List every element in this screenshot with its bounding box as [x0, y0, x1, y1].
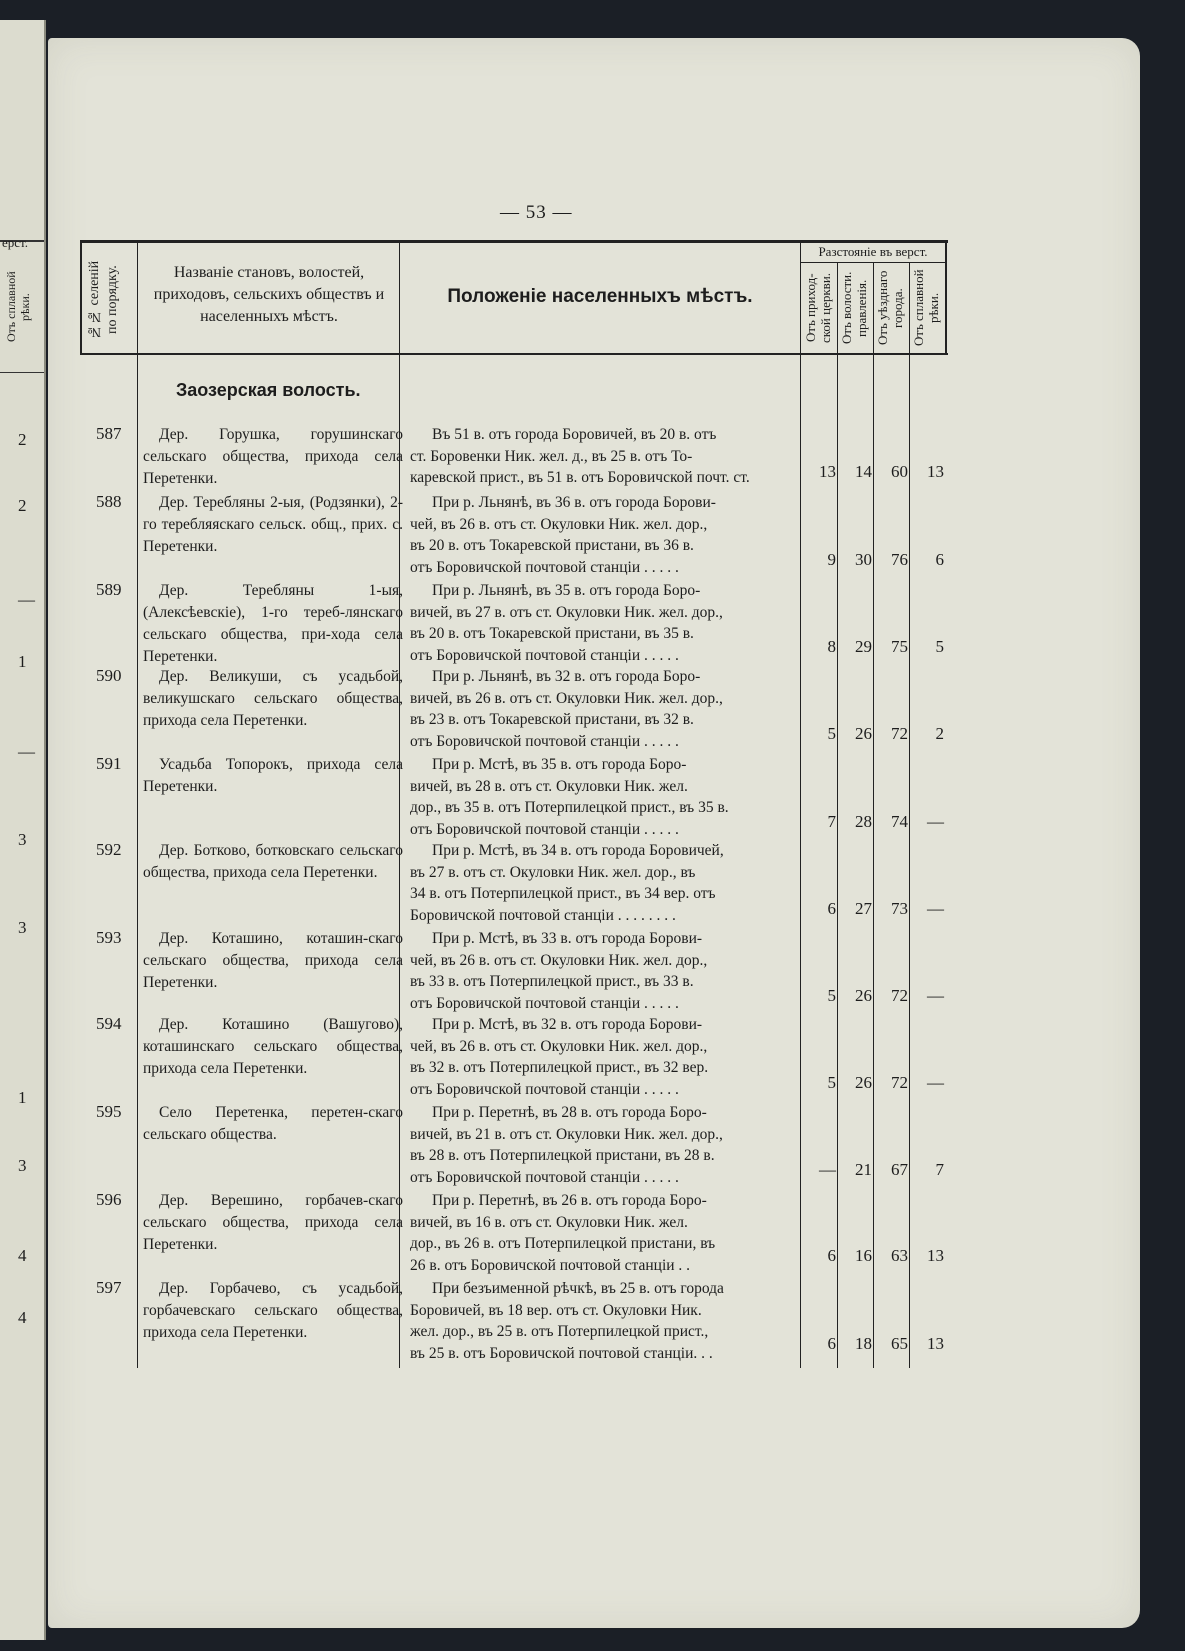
- entry-name: Село Перетенка, перетен-скаго сельскаго общества.: [143, 1104, 403, 1143]
- entry-position-line: отъ Боровичской почтовой станціи . . . . .: [410, 558, 679, 576]
- entry-position-line: чей, въ 26 в. отъ ст. Окуловки Ник. жел. дор.,: [410, 951, 708, 969]
- entry-position: [410, 754, 800, 840]
- col-rule-4: [837, 262, 838, 1368]
- dist-volost: 27: [855, 899, 872, 918]
- dist-town: 73: [891, 899, 908, 918]
- dist-church: —: [819, 1160, 836, 1179]
- entry-number: 593: [96, 928, 122, 947]
- dist-church: 5: [827, 986, 836, 1005]
- dist-volost: 18: [855, 1334, 872, 1353]
- col-rule-6: [909, 262, 910, 1368]
- entry-number: 589: [96, 580, 122, 599]
- dist-church: 5: [827, 724, 836, 743]
- dist-river: —: [927, 1073, 944, 1092]
- dist-town: 72: [891, 724, 908, 743]
- entry-number: 591: [96, 754, 122, 773]
- facing-page-value: 4: [18, 1246, 27, 1265]
- entry-name: Усадьба Топорокъ, прихода села Перетенки.: [143, 756, 403, 795]
- dist-river: 5: [935, 637, 944, 656]
- header-dist-church: Отъ приход- ской церкви.: [803, 272, 833, 344]
- dist-river: 7: [935, 1160, 944, 1179]
- entry-position-line: каревской прист., въ 51 в. отъ Боровичской почт. ст.: [410, 469, 750, 486]
- entry-position-line: вичей, въ 26 в. отъ ст. Окуловки Ник. жел. дор.,: [410, 689, 723, 707]
- dist-town: 60: [891, 462, 908, 481]
- entry-position-line: отъ Боровичской почтовой станціи . . . . .: [410, 1080, 679, 1098]
- entry-position-line: Въ 51 в. отъ города Боровичей, въ 20 в. отъ: [432, 426, 717, 443]
- entry-position: [410, 666, 800, 752]
- dist-volost: 26: [855, 986, 872, 1005]
- entry-position-line: вичей, въ 21 в. отъ ст. Окуловки Ник. жел. дор.,: [410, 1125, 723, 1143]
- entry-number: 596: [96, 1190, 122, 1209]
- facing-page-header-vertical: Отъ сплавной рѣки.: [4, 271, 32, 343]
- dist-river: —: [927, 899, 944, 918]
- dist-church: 6: [827, 899, 836, 918]
- facing-page-value: 1: [18, 652, 27, 671]
- dist-volost: 26: [855, 724, 872, 743]
- facing-page-value: 3: [18, 830, 27, 849]
- facing-page-value: 4: [18, 1308, 27, 1327]
- dist-river: 2: [935, 724, 944, 743]
- dist-river: 13: [927, 462, 944, 481]
- table-left-rule: [80, 240, 82, 355]
- entry-position-line: При р. Перетнѣ, въ 28 в. отъ города Боро-: [432, 1104, 707, 1121]
- entry-position-line: При р. Льнянѣ, въ 36 в. отъ города Борови-: [432, 494, 716, 511]
- entry-position-line: въ 32 в. отъ Потерпилецкой прист., въ 32 вер.: [410, 1059, 709, 1076]
- entry-position: [410, 424, 800, 489]
- col-rule-5: [873, 262, 874, 1368]
- header-bottom-rule: [80, 353, 948, 355]
- facing-page-header-text: ерст.: [2, 235, 28, 250]
- entry-number: 594: [96, 1014, 122, 1033]
- entry-position-line: въ 20 в. отъ Токаревской пристани, въ 36 в.: [410, 537, 694, 554]
- dist-church: 13: [819, 462, 836, 481]
- dist-town: 76: [891, 550, 908, 569]
- entry-name: Дер. Верешино, горбачев-скаго сельскаго общества, прихода села Перетенки.: [143, 1192, 403, 1253]
- entry-position-line: въ 28 в. отъ Потерпилецкой пристани, въ 28 в.: [410, 1147, 715, 1164]
- entry-position-line: въ 20 в. отъ Токаревской пристани, въ 35 в.: [410, 625, 694, 642]
- entry-position-line: отъ Боровичской почтовой станціи . . . . .: [410, 732, 679, 750]
- dist-river: —: [927, 986, 944, 1005]
- entry-position-line: въ 27 в. отъ ст. Окуловки Ник. жел. дор., въ: [410, 863, 696, 881]
- entry-number: 588: [96, 492, 122, 511]
- entry-position-line: При р. Перетнѣ, въ 26 в. отъ города Боро-: [432, 1192, 707, 1209]
- entry-position: [410, 840, 800, 926]
- dist-town: 65: [891, 1334, 908, 1353]
- entry-name: Дер. Горушка, горушинскаго сельскаго общества, прихода села Перетенки.: [143, 426, 403, 487]
- header-dist-town: Отъ уѣзднаго города.: [875, 270, 905, 346]
- dist-river: —: [927, 812, 944, 831]
- dist-volost: 21: [855, 1160, 872, 1179]
- entry-position-line: въ 23 в. отъ Токаревской пристани, въ 32 в.: [410, 711, 694, 728]
- entry-position-line: ст. Боровенки Ник. жел. д., въ 25 в. отъ То-: [410, 447, 693, 465]
- entry-position-line: Боровичской почтовой станціи . . . . . . . .: [410, 906, 676, 924]
- entry-position: [410, 1190, 800, 1276]
- dist-volost: 16: [855, 1246, 872, 1265]
- table-top-rule: [80, 240, 948, 243]
- entry-number: 595: [96, 1102, 122, 1121]
- entry-position: [410, 1102, 800, 1188]
- entry-name: Дер. Великуши, съ усадьбой, великушскаго сельскаго общества, прихода села Перетенки.: [143, 668, 403, 729]
- entry-name: Дер. Теребляны 1-ыя, (Алексѣевскіе), 1-го тереб-лянскаго сельскаго общества, при-хода села Перетенки.: [143, 582, 403, 665]
- entry-name: Дер. Коташино (Вашугово), коташинскаго сельскаго общества, прихода села Перетенки.: [143, 1016, 403, 1077]
- entry-position-line: вичей, въ 28 в. отъ ст. Окуловки Ник. жел.: [410, 777, 688, 795]
- entry-name: Дер. Теребляны 2-ыя, (Родзянки), 2-го теребляяскаго сельск. общ., прих. с. Перетенки.: [143, 494, 403, 555]
- entry-position-line: При р. Льнянѣ, въ 32 в. отъ города Боро-: [432, 668, 701, 685]
- entry-position-line: чей, въ 26 в. отъ ст. Окуловки Ник. жел. дор.,: [410, 515, 708, 533]
- dist-volost: 29: [855, 637, 872, 656]
- entry-name: Дер. Ботково, ботковскаго сельскаго общества, прихода села Перетенки.: [143, 842, 403, 881]
- entry-position-line: вичей, въ 27 в. отъ ст. Окуловки Ник. жел. дор.,: [410, 603, 723, 621]
- entry-position-line: 34 в. отъ Потерпилецкой прист., въ 34 вер. отъ: [410, 885, 716, 902]
- dist-river: 6: [935, 550, 944, 569]
- col-rule-3: [800, 240, 801, 1368]
- dist-town: 63: [891, 1246, 908, 1265]
- dist-town: 72: [891, 1073, 908, 1092]
- dist-river: 13: [927, 1334, 944, 1353]
- dist-town: 67: [891, 1160, 908, 1179]
- facing-page-value: —: [18, 590, 35, 609]
- entry-position-line: При р. Льнянѣ, въ 35 в. отъ города Боро-: [432, 582, 701, 599]
- dist-volost: 28: [855, 812, 872, 831]
- entry-position-line: При р. Мстѣ, въ 32 в. отъ города Борови-: [432, 1016, 703, 1033]
- header-distance-group: Разстояніе въ верст.: [818, 244, 928, 259]
- dist-town: 74: [891, 812, 908, 831]
- entry-name: Дер. Коташино, коташин-скаго сельскаго общества, прихода села Перетенки.: [143, 930, 403, 991]
- entry-position-line: дор., въ 35 в. отъ Потерпилецкой прист., въ 35 в.: [410, 799, 729, 816]
- entry-position-line: въ 33 в. отъ Потерпилецкой прист., въ 33 в.: [410, 973, 694, 990]
- dist-volost: 26: [855, 1073, 872, 1092]
- header-col-name: Названіе становъ, волостей, приходовъ, сельскихъ обществъ и населенныхъ мѣстъ.: [153, 264, 385, 325]
- entry-position-line: дор., въ 26 в. отъ Потерпилецкой пристани, въ: [410, 1235, 716, 1252]
- section-title: Заозерская волость.: [176, 380, 361, 400]
- entry-position-line: При р. Мстѣ, въ 35 в. отъ города Боро-: [432, 756, 687, 773]
- facing-page-value: 1: [18, 1088, 27, 1107]
- dist-church: 7: [827, 812, 836, 831]
- entry-position-line: отъ Боровичской почтовой станціи . . . . .: [410, 1168, 679, 1186]
- dist-church: 6: [827, 1246, 836, 1265]
- col-rule-1: [137, 240, 138, 1368]
- header-col-no: №№ селеній по порядку.: [87, 260, 120, 340]
- entry-position-line: При р. Мстѣ, въ 34 в. отъ города Боровичей,: [432, 842, 724, 859]
- entry-position: [410, 580, 800, 666]
- facing-page-value: 3: [18, 918, 27, 937]
- entry-number: 597: [96, 1278, 122, 1297]
- entry-position-line: чей, въ 26 в. отъ ст. Окуловки Ник. жел. дор.,: [410, 1037, 708, 1055]
- table-right-rule: [945, 240, 947, 355]
- entry-position-line: отъ Боровичской почтовой станціи . . . . .: [410, 820, 679, 838]
- dist-town: 72: [891, 986, 908, 1005]
- entry-number: 592: [96, 840, 122, 859]
- header-dist-volost: Отъ волости. правленія.: [839, 271, 869, 345]
- entry-position-line: При р. Мстѣ, въ 33 в. отъ города Борови-: [432, 930, 703, 947]
- entry-position: [410, 1014, 800, 1100]
- dist-town: 75: [891, 637, 908, 656]
- dist-river: 13: [927, 1246, 944, 1265]
- header-dist-river: Отъ сплавной рѣки.: [911, 269, 941, 347]
- dist-volost: 14: [855, 462, 872, 481]
- entry-position: [410, 1278, 800, 1364]
- facing-page-value: 2: [18, 496, 27, 515]
- entry-name: Дер. Горбачево, съ усадьбой, горбачевскаго сельскаго общества, прихода села Перетенки.: [143, 1280, 403, 1341]
- dist-church: 8: [827, 637, 836, 656]
- entry-position-line: жел. дор., въ 25 в. отъ Потерпилецкой прист.,: [410, 1323, 709, 1340]
- facing-page-value: 3: [18, 1156, 27, 1175]
- entry-number: 590: [96, 666, 122, 685]
- page-number: — 53 —: [500, 202, 573, 223]
- facing-page-value: —: [18, 742, 35, 761]
- facing-page-value: 2: [18, 430, 27, 449]
- entry-position-line: отъ Боровичской почтовой станціи . . . . .: [410, 994, 679, 1012]
- entry-position-line: вичей, въ 16 в. отъ ст. Окуловки Ник. жел.: [410, 1213, 688, 1231]
- entry-number: 587: [96, 424, 122, 443]
- dist-church: 6: [827, 1334, 836, 1353]
- dist-volost: 30: [855, 550, 872, 569]
- dist-church: 5: [827, 1073, 836, 1092]
- header-col-position: Положеніе населенныхъ мѣстъ.: [447, 286, 753, 307]
- entry-position-line: въ 25 в. отъ Боровичской почтовой станціи. . .: [410, 1344, 713, 1362]
- dist-church: 9: [827, 550, 836, 569]
- entry-position-line: отъ Боровичской почтовой станціи . . . . .: [410, 646, 679, 664]
- entry-position: [410, 492, 800, 578]
- entry-position-line: 26 в. отъ Боровичской почтовой станціи . .: [410, 1256, 691, 1274]
- entry-position: [410, 928, 800, 1014]
- entry-position-line: При безъименной рѣчкѣ, въ 25 в. отъ города: [432, 1280, 724, 1297]
- entry-position-line: Боровичей, въ 18 вер. отъ ст. Окуловки Ник.: [410, 1301, 702, 1319]
